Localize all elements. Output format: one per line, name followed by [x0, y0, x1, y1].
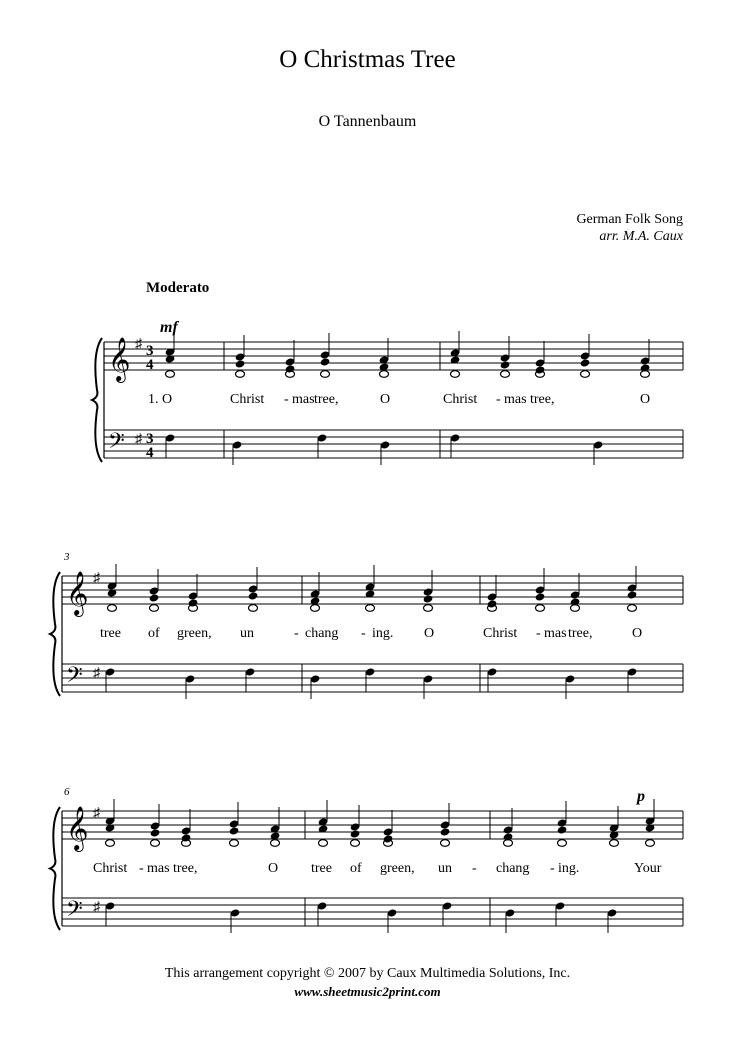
note-head-lower [249, 605, 258, 612]
treble-clef-icon: 𝄞 [66, 573, 89, 615]
lyric-syllable: - [294, 626, 299, 641]
lyric-syllable: - [550, 861, 555, 876]
dynamic-marking: mf [160, 319, 178, 336]
note-head [557, 825, 568, 834]
lyric-syllable: chang [305, 626, 339, 641]
note-head-lower [166, 371, 175, 378]
note-head [320, 357, 331, 366]
lyric-syllable: un [438, 861, 452, 876]
note-head-lower [558, 840, 567, 847]
note-head [627, 590, 638, 599]
lyric-syllable: un [240, 626, 254, 641]
note-head-lower [236, 371, 245, 378]
time-signature-numerator: 3 [146, 343, 154, 359]
sharp-icon: ♯ [93, 900, 100, 915]
dynamic-marking: p [637, 788, 645, 805]
note-head [149, 593, 160, 602]
lyric-syllable: tree, [568, 626, 593, 641]
bass-clef-icon: 𝄢 [66, 897, 83, 926]
time-signature-denominator: 4 [146, 357, 154, 373]
lyric-syllable: - [496, 392, 501, 407]
lyric-syllable: O [640, 392, 651, 407]
note-head-lower [311, 605, 320, 612]
note-head-lower [271, 840, 280, 847]
brace [50, 807, 60, 930]
note-head [383, 834, 394, 843]
lyric-syllable: of [148, 626, 160, 641]
note-head-lower [319, 840, 328, 847]
lyric-syllable: mas [147, 861, 170, 876]
lyric-syllable: Your [634, 861, 662, 876]
system-2 [50, 551, 683, 699]
lyric-syllable: tree, [530, 392, 555, 407]
brace [50, 572, 60, 696]
sharp-icon: ♯ [93, 666, 100, 681]
note-head-lower [501, 371, 510, 378]
lyric-syllable: - [472, 861, 477, 876]
note-head-lower [106, 840, 115, 847]
note-head-lower [351, 840, 360, 847]
lyric-syllable: tree [100, 626, 121, 641]
brace [92, 338, 102, 462]
note-head [440, 827, 451, 836]
note-head-lower [441, 840, 450, 847]
note-head [580, 358, 591, 367]
lyric-syllable: ing. [372, 626, 394, 641]
note-head-lower [536, 605, 545, 612]
note-head [248, 591, 259, 600]
lyric-syllable: tree, [314, 392, 339, 407]
page-title: O Christmas Tree [279, 46, 456, 73]
sharp-icon: ♯ [135, 337, 142, 352]
system-1 [92, 319, 683, 465]
page-subtitle: O Tannenbaum [318, 113, 417, 130]
note-head-lower [504, 840, 513, 847]
measure-number: 6 [64, 786, 70, 798]
note-head [350, 829, 361, 838]
lyric-syllable: chang [496, 861, 530, 876]
note-head [235, 359, 246, 368]
note-head-lower [151, 840, 160, 847]
score-systems [50, 319, 683, 933]
lyric-syllable: mas [504, 392, 527, 407]
lyric-syllable: ing. [558, 861, 580, 876]
lyric-syllable: Christ [443, 392, 478, 407]
bass-clef-icon: 𝄢 [108, 429, 125, 458]
treble-clef-icon: 𝄞 [66, 808, 89, 850]
lyric-syllable: O [424, 626, 435, 641]
tempo-marking: Moderato [146, 280, 210, 296]
note-head-lower [366, 605, 375, 612]
copyright-notice: This arrangement copyright © 2007 by Caux Multimedia Solutions, Inc. [164, 966, 571, 981]
lyric-syllable: O [632, 626, 643, 641]
note-head-lower [150, 605, 159, 612]
note-head-lower [108, 605, 117, 612]
note-head-lower [581, 371, 590, 378]
arranger-credit: arr. M.A. Caux [599, 229, 683, 244]
lyric-syllable: mas [292, 392, 315, 407]
note-head [150, 828, 161, 837]
treble-clef-icon: 𝄞 [108, 339, 131, 381]
note-head-lower [230, 840, 239, 847]
note-head [500, 360, 511, 369]
website-link[interactable]: www.sheetmusic2print.com [294, 984, 441, 999]
note-head-lower [451, 371, 460, 378]
system-3 [50, 786, 683, 933]
sharp-icon: ♯ [93, 571, 100, 586]
note-head-lower [424, 605, 433, 612]
note-head-lower [610, 840, 619, 847]
lyric-syllable: Christ [483, 626, 518, 641]
lyric-syllable: O [380, 392, 391, 407]
lyric-syllable: - [139, 861, 144, 876]
lyric-syllable: Christ [230, 392, 265, 407]
note-head [423, 594, 434, 603]
lyric-syllable: O [268, 861, 279, 876]
lyric-syllable: - [361, 626, 366, 641]
lyric-syllable: green, [177, 626, 212, 641]
lyric-syllable: 1. O [148, 392, 173, 407]
lyric-syllable: - [284, 392, 289, 407]
note-head [487, 599, 498, 608]
lyric-syllable: green, [380, 861, 415, 876]
note-head-lower [571, 605, 580, 612]
sharp-icon: ♯ [135, 432, 142, 447]
note-head-lower [380, 371, 389, 378]
bass-clef-icon: 𝄢 [66, 663, 83, 692]
sharp-icon: ♯ [93, 806, 100, 821]
measure-number: 3 [64, 551, 70, 563]
lyric-syllable: tree, [173, 861, 198, 876]
note-head [535, 592, 546, 601]
note-head-lower [321, 371, 330, 378]
lyric-syllable: mas [544, 626, 567, 641]
lyric-syllable: - [536, 626, 541, 641]
note-head [535, 365, 546, 374]
lyric-syllable: of [350, 861, 362, 876]
time-signature-numerator: 3 [146, 431, 154, 447]
note-head-lower [628, 605, 637, 612]
note-head-lower [646, 840, 655, 847]
composer-credit: German Folk Song [576, 212, 683, 227]
lyric-syllable: tree [311, 861, 332, 876]
time-signature-denominator: 4 [146, 445, 154, 461]
lyric-syllable: Christ [93, 861, 128, 876]
note-head-lower [641, 371, 650, 378]
note-head [229, 826, 240, 835]
